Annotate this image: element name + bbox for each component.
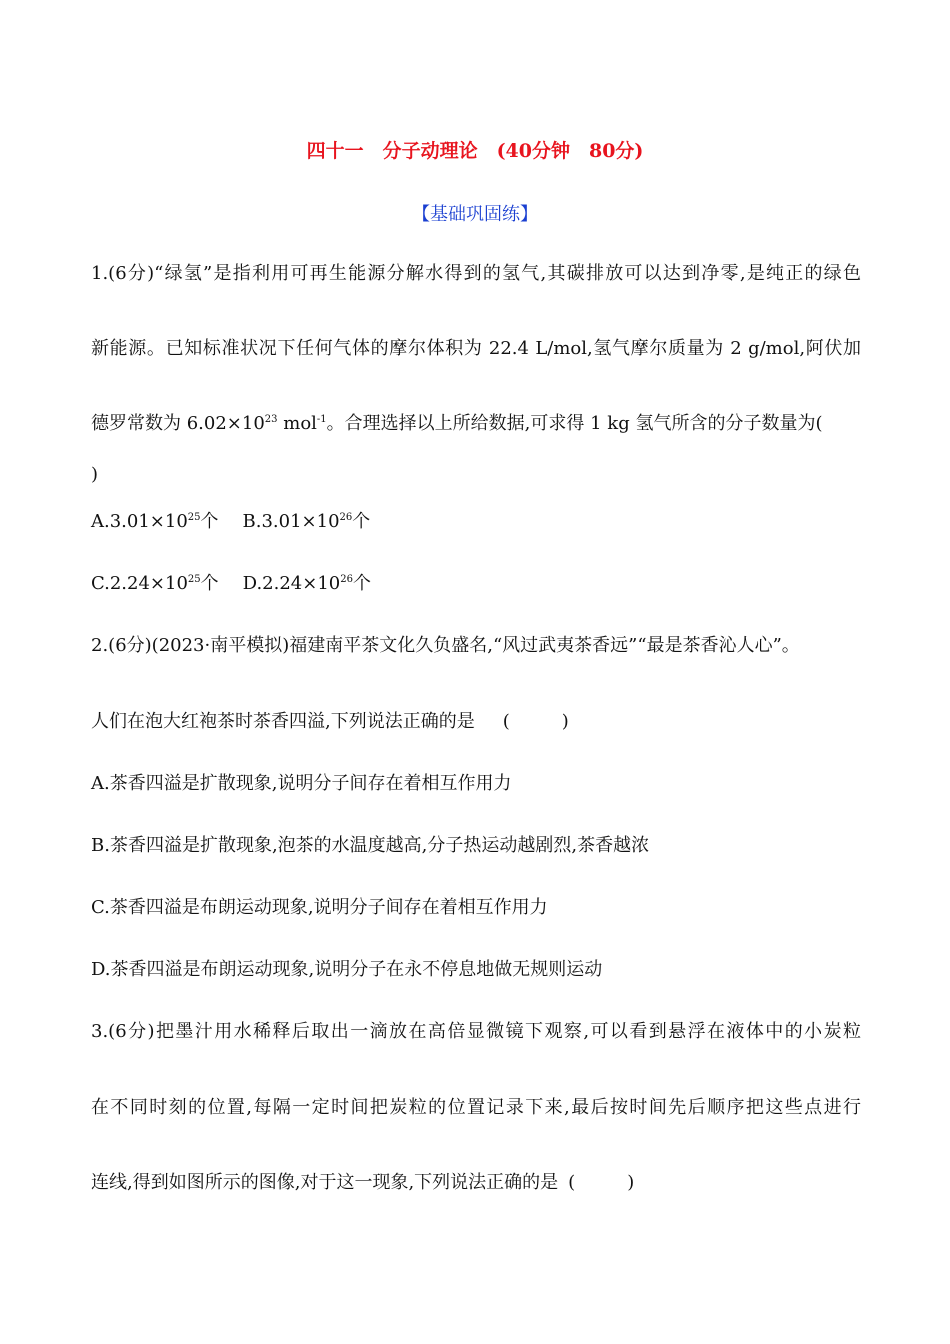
q1-options-ab	[91, 510, 370, 534]
q2-option-d[interactable]: D.茶香四溢是布朗运动现象,说明分子在永不停息地做无规则运动	[91, 959, 603, 980]
q1-option-b-unit: 个	[352, 511, 371, 532]
q1-line3-exp2: -1	[316, 414, 327, 425]
q3-paren-close: )	[627, 1172, 635, 1193]
q3-stem-line-2: 在不同时刻的位置,每隔一定时间把炭粒的位置记录下来,最后按时间先后顺序把这些点进行	[91, 1097, 861, 1118]
q1-stem-line-4: )	[91, 464, 99, 485]
q1-option-b[interactable]	[243, 511, 371, 532]
q1-option-a[interactable]	[91, 511, 219, 532]
q1-option-d[interactable]	[243, 573, 371, 594]
q1-option-d-exp: 26	[340, 574, 353, 585]
q1-line3-exp1: 23	[264, 414, 278, 425]
q3-stem-line-1: 3.(6分)把墨汁用水稀释后取出一滴放在高倍显微镜下观察,可以看到悬浮在液体中的小炭粒	[91, 1021, 861, 1042]
q1-line3-pre: 德罗常数为 6.02×10	[91, 413, 265, 434]
q1-option-b-exp: 26	[339, 512, 353, 523]
q1-option-c[interactable]	[91, 573, 219, 594]
q2-paren-close: )	[561, 711, 569, 732]
page-title: 四十一 分子动理论 (40分钟 80分)	[306, 140, 644, 162]
q1-option-c-exp: 25	[187, 574, 201, 585]
q1-options-cd	[91, 572, 371, 596]
q2-paren-open: (	[502, 711, 510, 732]
q1-option-d-unit: 个	[352, 573, 371, 594]
q1-stem-line-3	[91, 412, 822, 436]
q2-option-a[interactable]: A.茶香四溢是扩散现象,说明分子间存在着相互作用力	[91, 773, 512, 794]
q1-stem-line-1: 1.(6分)“绿氢”是指利用可再生能源分解水得到的氢气,其碳排放可以达到净零,是纯正的绿色	[91, 263, 861, 284]
q2-stem-line-1: 2.(6分)(2023·南平模拟)福建南平茶文化久负盛名,“风过武夷茶香远”“最是茶香沁人心”。	[91, 635, 800, 656]
q3-stem-line-3	[91, 1171, 634, 1195]
q1-option-a-exp: 25	[187, 512, 201, 523]
q1-option-a-unit: 个	[200, 511, 219, 532]
q2-stem-text: 人们在泡大红袍茶时茶香四溢,下列说法正确的是	[91, 711, 475, 732]
q2-answer-blank[interactable]	[503, 711, 569, 732]
q2-stem-line-2	[91, 710, 569, 734]
q3-paren-open: (	[568, 1172, 576, 1193]
q1-stem-line-2: 新能源。已知标准状况下任何气体的摩尔体积为 22.4 L/mol,氢气摩尔质量为 2 g/mol,阿伏加	[91, 338, 861, 359]
q2-option-c[interactable]: C.茶香四溢是布朗运动现象,说明分子间存在着相互作用力	[91, 897, 548, 918]
q3-answer-blank[interactable]	[568, 1172, 634, 1193]
q1-line3-unit: mol	[277, 413, 317, 434]
q3-stem-text: 连线,得到如图所示的图像,对于这一现象,下列说法正确的是	[91, 1172, 559, 1193]
section-heading: 【基础巩固练】	[412, 204, 538, 225]
q1-option-c-unit: 个	[200, 573, 219, 594]
q1-option-b-value: B.3.01×10	[242, 511, 340, 532]
q1-line3-post: 。合理选择以上所给数据,可求得 1 kg 氢气所含的分子数量为(	[326, 413, 823, 434]
q2-option-b[interactable]: B.茶香四溢是扩散现象,泡茶的水温度越高,分子热运动越剧烈,茶香越浓	[91, 835, 650, 856]
q1-option-a-value: A.3.01×10	[91, 511, 188, 532]
q1-option-d-value: D.2.24×10	[242, 573, 341, 594]
q1-option-c-value: C.2.24×10	[91, 573, 188, 594]
